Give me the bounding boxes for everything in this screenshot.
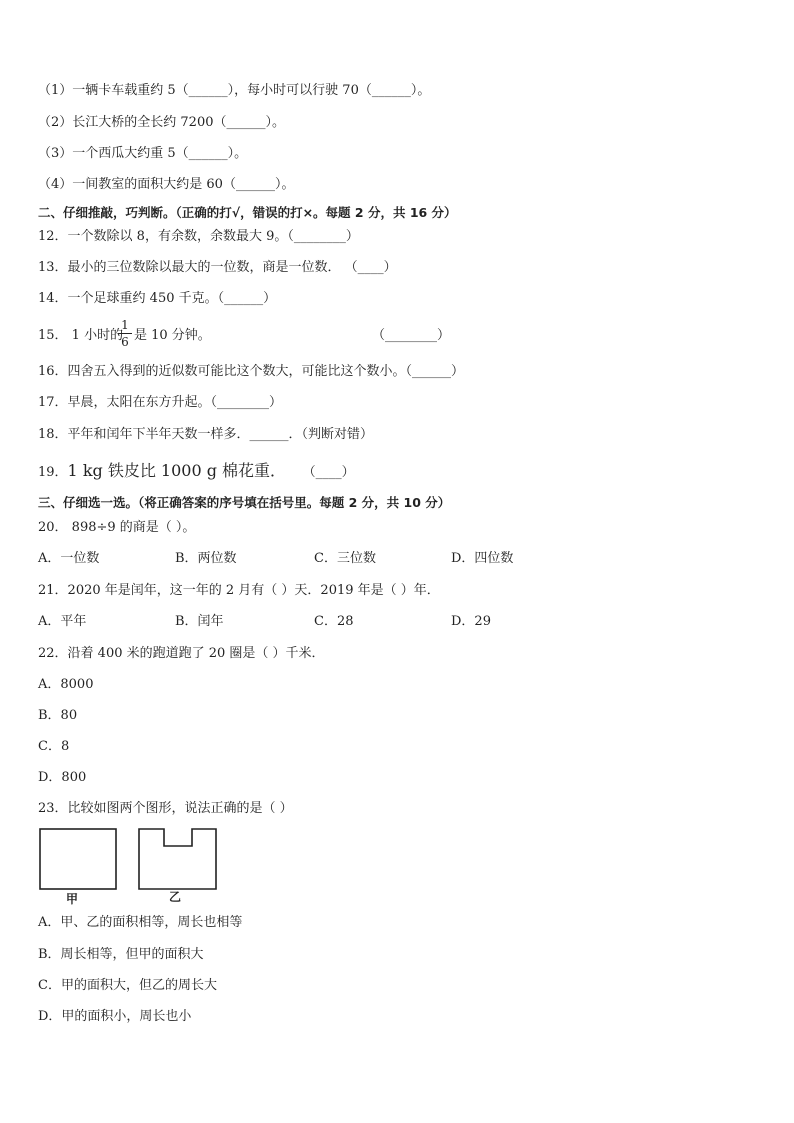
q11-part1: （1）一辆卡车载重约 5（______），每小时可以行驶 70（______）。 xyxy=(38,83,431,98)
q22-option-c[interactable]: C．8 xyxy=(38,739,70,754)
question-23: 23．比较如图两个图形，说法正确的是（ ） xyxy=(38,801,293,816)
question-22: 22．沿着 400 米的跑道跑了 20 圈是（ ）千米． xyxy=(38,646,325,661)
fraction-numerator: 1 xyxy=(121,318,129,332)
question-15-suffix: 是 10 分钟。 xyxy=(134,328,211,343)
q21-option-a[interactable]: A．平年 xyxy=(38,614,87,629)
q20-option-c[interactable]: C．三位数 xyxy=(314,551,376,566)
question-19-text: 1 kg 铁皮比 1000 g 棉花重． xyxy=(67,461,287,480)
fraction-one-sixth xyxy=(118,318,132,349)
q22-option-a[interactable]: A．8000 xyxy=(38,677,94,692)
question-19-number: 19． xyxy=(38,465,68,480)
q22-option-b[interactable]: B．80 xyxy=(38,708,78,723)
q11-part4: （4）一间教室的面积大约是 60（______）。 xyxy=(38,177,295,192)
question-19 xyxy=(38,462,355,482)
question-14: 14．一个足球重约 450 千克。（______） xyxy=(38,291,277,306)
question-20: 20． 898÷9 的商是（ ）。 xyxy=(38,520,196,535)
question-16: 16．四舍五入得到的近似数可能比这个数大，可能比这个数小。（______） xyxy=(38,364,465,379)
question-15-prefix: 15． 1 小时的 xyxy=(38,328,124,343)
shape-a-rect xyxy=(40,829,116,889)
question-17: 17．早晨，太阳在东方升起。（________） xyxy=(38,395,283,410)
shape-b-notched xyxy=(139,829,216,889)
question-21: 21．2020 年是闰年，这一年的 2 月有（ ）天．2019 年是（ ）年． xyxy=(38,583,440,598)
shape-a-label: 甲 xyxy=(66,892,79,906)
question-13: 13．最小的三位数除以最大的一位数，商是一位数． （____） xyxy=(38,260,397,275)
q21-option-b[interactable]: B．闰年 xyxy=(175,614,224,629)
question-15-blank[interactable]: （________） xyxy=(372,328,451,343)
section-2-heading: 二、仔细推敲，巧判断。（正确的打√，错误的打×。每题 2 分，共 16 分） xyxy=(38,205,457,220)
section-3-heading: 三、仔细选一选。（将正确答案的序号填在括号里。每题 2 分，共 10 分） xyxy=(38,495,451,510)
q23-option-d[interactable]: D．甲的面积小，周长也小 xyxy=(38,1009,192,1024)
q23-option-b[interactable]: B．周长相等，但甲的面积大 xyxy=(38,947,204,962)
q20-option-d[interactable]: D．四位数 xyxy=(451,551,514,566)
shape-b-label: 乙 xyxy=(169,890,182,904)
q21-option-d[interactable]: D．29 xyxy=(451,614,491,629)
q21-option-c[interactable]: C．28 xyxy=(314,614,354,629)
q22-option-d[interactable]: D．800 xyxy=(38,770,87,785)
q23-option-a[interactable]: A．甲、乙的面积相等，周长也相等 xyxy=(38,915,243,930)
q20-option-b[interactable]: B．两位数 xyxy=(175,551,237,566)
q11-part3: （3）一个西瓜大约重 5（______）。 xyxy=(38,146,248,161)
q11-part2: （2）长江大桥的全长约 7200（______）。 xyxy=(38,115,285,130)
q20-option-a[interactable]: A．一位数 xyxy=(38,551,100,566)
q23-option-c[interactable]: C．甲的面积大，但乙的周长大 xyxy=(38,978,217,993)
fraction-denominator: 6 xyxy=(121,335,129,349)
question-19-blank[interactable]: （____） xyxy=(302,465,355,480)
question-18: 18．平年和闰年下半年天数一样多．______．（判断对错） xyxy=(38,427,374,442)
q23-figures xyxy=(38,826,228,910)
question-12: 12．一个数除以 8，有余数，余数最大 9。（________） xyxy=(38,229,359,244)
